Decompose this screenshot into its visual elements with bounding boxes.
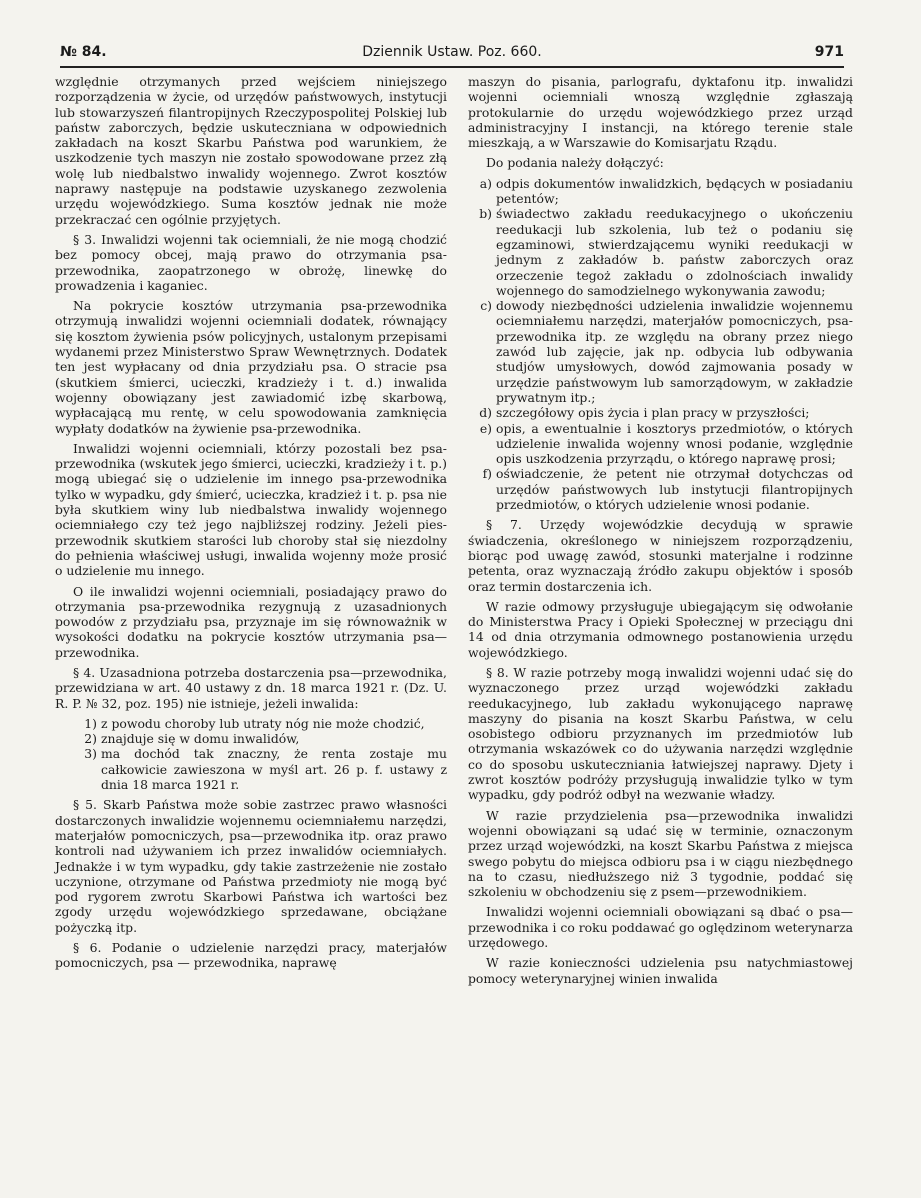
list-item: 1) z powodu choroby lub utraty nóg nie może chodzić, [84,715,425,731]
left-column [55,74,447,976]
paragraph: Inwalidzi wojenni ociemniali, którzy pozostali bez psa-przewodnika (wskutek jego śmierci, ucieczki, kradzieży i t. p.) mogą ubiegać się o udzielenie im innego psa-przewodnika tylko w wypadku, gdy śmierć, ucieczka, kradzież i t. p. psa nie była skutkiem winy lub niedbalstwa inwalidy wojennego ociemniałego czy też jego najbliższej rodziny. Jeżeli pies-przewodnik skutkiem starości lub choroby stał się niezdolny do pełnienia właściwej usługi, inwalida wojenny może prosić o udzielenie mu innego. [55,440,447,579]
conditions-list [55,716,447,792]
list-item: f) oświadczenie, że petent nie otrzymał dotychczas od urzędów państwowych lub instytucji filantropijnych przedmiotów, o których udzielenie wnosi podanie. [482,466,853,513]
list-item: d) szczegółowy opis życia i plan pracy w przyszłości; [479,405,810,421]
section-4-paragraph: § 4. Uzasadniona potrzeba dostarczenia psa—przewodnika, przewidziana w art. 40 ustawy z dn. 18 marca 1921 r. (Dz. U. R. P. № 32, poz. 195) nie istnieje, jeżeli inwalida: [55,664,447,711]
paragraph: Do podania należy dołączyć: [486,155,664,171]
section-3-paragraph: § 3. Inwalidzi wojenni tak ociemniali, że nie mogą chodzić bez pomocy obcej, mają prawo do otrzymania psa-przewodnika, zaopatrzonego w obrożę, linewkę do prowadzenia i kaganiec. [55,231,447,293]
paragraph: Na pokrycie kosztów utrzymania psa-przewodnika otrzymują inwalidzi wojenni ociemniali dodatek, równający się kosztom żywienia psów policyjnych, ustalonym przepisami wydanemi przez Ministerstwo Spraw Wewnętrznych. Dodatek ten jest wypłacany od dnia przydziału psa. O stracie psa (skutkiem śmierci, ucieczki, kradzieży i t. d.) inwalida wojenny obowiązany jest zawiadomić izbę skarbową, wypłacającą mu rentę, w celu spowodowania zamknięcia wypłaty dodatków na żywienie psa-przewodnika. [55,298,447,436]
page-number: 971 [814,44,844,60]
paragraph: względnie otrzymanych przed wejściem niniejszego rozporządzenia w życie, od urzędów państwowych, instytucji lub stowarzyszeń filantropijnych Rzeczypospolitej Polskiej lub państw zaborczych, będzie uskuteczniana w odpowiednich zakładach na koszt Skarbu Państwa pod warunkiem, że uszkodzenie tych maszyn nie zostało spowodowane przez złą wolę lub niedbalstwo inwalidy wojennego. Zwrot kosztów naprawy następuje na podstawie uzyskanego zezwolenia urzędu wojewódzkiego. Suma kosztów jednak nie może przekraczać cen ogólnie przyjętych. [55,74,447,227]
list-item: 3) ma dochód tak znaczny, że renta zostaje mu całkowicie zawieszona w myśl art. 26 p. f. ustawy z dnia 18 marca 1921 r. [84,746,447,793]
list-item: b) świadectwo zakładu reedukacyjnego o ukończeniu reedukacji lub szkolenia, lub też o podaniu się egzaminowi, stwierdzającemu wyniki reedukacji w jednym z zakładów b. państw zaborczych oraz orzeczenie tegoż zakładu o zdolnościach inwalidy wojennego do samodzielnego wykonywania zawodu; [479,206,853,298]
header-rule [60,66,844,68]
paragraph: maszyn do pisania, parlografu, dyktafonu itp. inwalidzi wojenni ociemniali wnoszą względnie zgłaszają protokularnie do urzędu wojewódzkiego przez urząd administracyjny I instancji, na którego terenie stale mieszkają, a w Warszawie do Komisarjatu Rządu. [468,74,853,151]
page-header [60,44,844,66]
list-item: a) odpis dokumentów inwalidzkich, będących w posiadaniu petentów; [479,175,853,207]
list-item: 2) znajduje się w domu inwalidów, [84,731,300,747]
section-6-paragraph: § 6. Podanie o udzielenie narzędzi pracy, materjałów pomocniczych, psa — przewodnika, naprawę [55,940,447,971]
section-7-paragraph: § 7. Urzędy wojewódzkie decydują w sprawie świadczenia, określonego w niniejszem rozporządzeniu, biorąc pod uwagę zawód, stosunki materjalne i rodzinne petenta, oraz wyznaczają źródło zakupu objektów i sposób oraz termin dostarczenia ich. [468,517,853,594]
paragraph: O ile inwalidzi wojenni ociemniali, posiadający prawo do otrzymania psa-przewodnika rezygnują z uzasadnionych powodów z przydziału psa, przyznaje im się równoważnik w wysokości dodatku na pokrycie kosztów utrzymania psa—przewodnika. [55,583,447,660]
paragraph: W razie przydzielenia psa—przewodnika inwalidzi wojenni obowiązani są udać się w terminie, oznaczonym przez urząd wojewódzki, na koszt Skarbu Państwa z miejsca swego pobytu do miejsca odbioru psa i w ciągu niezbędnego na to czasu, niedłuższego niż 3 tygodnie, poddać się szkoleniu w obchodzeniu się z psem—przewodnikiem. [468,807,853,900]
list-item: c) dowody niezbędności udzielenia inwalidzie wojennemu ociemniałemu narzędzi, materjałów pomocniczych, psa-przewodnika itp. ze względu na obrany przez niego zawód lub zajęcie, jak np. odbycia lub odbywania studjów umysłowych, dowód zajmowania posady w urzędzie państwowym lub samorządowym, w zakładzie prywatnym itp.; [480,298,853,405]
attachments-list [468,176,853,513]
list-item: e) opis, a ewentualnie i kosztorys przedmiotów, o których udzielenie inwalida wojenny wnosi podanie, względnie opis uszkodzenia przyrządu, o którego naprawę prosi; [479,420,853,467]
issue-number: № 84. [60,44,107,60]
journal-title: Dziennik Ustaw. Poz. 660. [362,44,542,60]
paragraph: Inwalidzi wojenni ociemniali obowiązani są dbać o psa—przewodnika i co roku poddawać go oględzinom weterynarza urzędowego. [468,904,853,951]
section-8-paragraph: § 8. W razie potrzeby mogą inwalidzi wojenni udać się do wyznaczonego przez urząd wojewódzki zakładu reedukacyjnego, lub zakładu wykonującego naprawę maszyny do pisania na koszt Skarbu Państwa, w celu osobistego odbioru przyznanych im przedmiotów lub otrzymania wskazówek co do używania narzędzi względnie co do sposobu uskuteczniania łatwiejszej naprawy. Djety i zwrot kosztów podróży przysługują inwalidzie tylko w tym wypadku, gdy podróż odbył na wezwanie władzy. [468,664,853,803]
section-5-paragraph: § 5. Skarb Państwa może sobie zastrzec prawo własności dostarczonych inwalidzie wojennemu ociemniałemu narzędzi, materjałów pomocniczych, psa—przewodnika itp. oraz prawo kontroli nad używaniem ich przez inwalidów ociemniałych. Jednakże i w tym wypadku, gdy takie zastrzeżenie nie zostało uczynione, otrzymane od Państwa przedmioty nie mogą być pod rygorem zwrotu Skarbowi Państwa ich wartości bez zgody urzędu wojewódzkiego sprzedawane, obciążane pożyczką itp. [55,797,447,935]
paragraph: W razie konieczności udzielenia psu natychmiastowej pomocy weterynaryjnej winien inwalida [468,955,853,986]
right-column [468,74,853,991]
paragraph: W razie odmowy przysługuje ubiegającym się odwołanie do Ministerstwa Pracy i Opieki Społecznej w przeciągu dni 14 od dnia otrzymania odmownego postanowienia urzędu wojewódzkiego. [468,598,853,660]
